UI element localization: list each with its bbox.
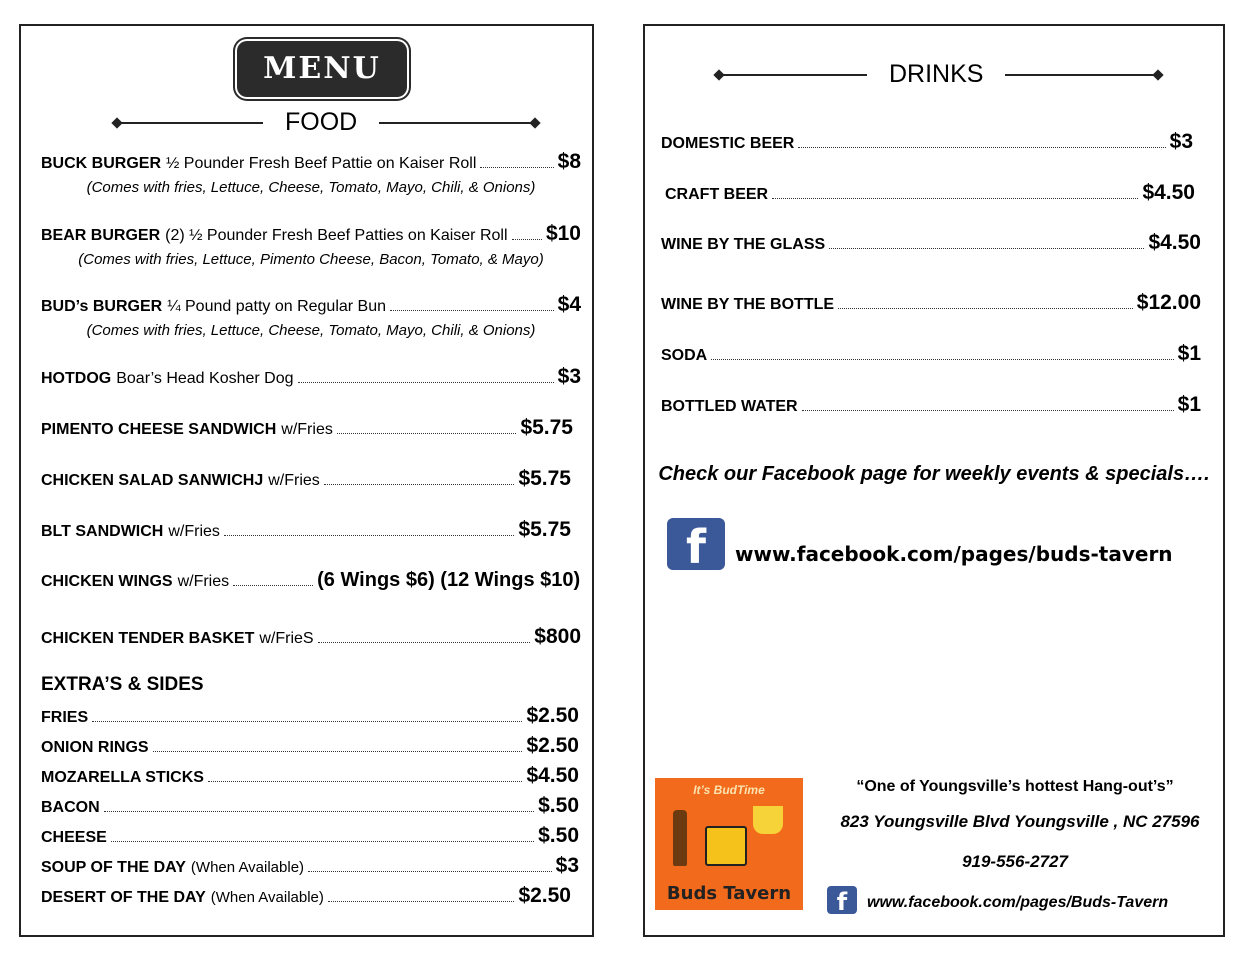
leader-dots (208, 771, 522, 782)
leader-dots (318, 632, 531, 643)
item-desc: w/Fries (168, 523, 220, 540)
item-name: ONION RINGS (41, 739, 149, 756)
item-name: CHEESE (41, 829, 107, 846)
leader-dots (390, 300, 554, 311)
item-name: FRIES (41, 709, 89, 726)
side-item (41, 854, 579, 878)
item-note: (Comes with fries, Lettuce, Cheese, Tomato, Mayo, Chili, & Onions) (86, 322, 536, 339)
drink-item (661, 130, 1193, 154)
item-price: $12.00 (1136, 291, 1201, 314)
food-item-hotdog (41, 365, 581, 389)
item-qualifier: (When Available) (210, 889, 324, 906)
divider-left (115, 122, 263, 124)
item-price: $2.50 (518, 884, 571, 907)
item-name: BACON (41, 799, 100, 816)
item-price: $5.75 (520, 416, 573, 439)
food-item-chicken-salad (41, 467, 571, 491)
item-name: CHICKEN SALAD SANWICHJ (41, 472, 264, 489)
item-price: $5.75 (518, 518, 571, 541)
leader-dots (92, 711, 522, 722)
item-desc: w/FrieS (259, 630, 314, 647)
facebook-icon[interactable]: f (827, 886, 857, 914)
logo-tagline: It’s BudTime (693, 783, 765, 797)
divider-left (717, 74, 867, 76)
item-desc: (2) ½ Pounder Fresh Beef Patties on Kaiser Roll (165, 227, 508, 244)
item-name: CHICKEN TENDER BASKET (41, 630, 255, 647)
divider-right (379, 122, 537, 124)
drinks-menu-panel (643, 24, 1225, 937)
item-price: $10 (545, 222, 581, 245)
extras-title: EXTRA’S & SIDES (41, 674, 204, 695)
leader-dots (480, 157, 553, 168)
leader-dots (298, 372, 554, 383)
side-item (41, 794, 579, 818)
food-heading-row (115, 108, 537, 137)
item-price: $1 (1177, 342, 1201, 365)
item-name: SODA (661, 347, 708, 364)
leader-dots (772, 188, 1138, 199)
item-price: $.50 (538, 794, 579, 817)
item-price: $4.50 (1142, 181, 1195, 204)
leader-dots (104, 801, 534, 812)
drinks-heading: DRINKS (889, 60, 984, 88)
item-name: BLT SANDWICH (41, 523, 164, 540)
beer-mug-icon (705, 826, 747, 866)
leader-dots (337, 423, 517, 434)
item-name: DOMESTIC BEER (661, 135, 795, 152)
item-price: $3 (555, 854, 579, 877)
item-desc: w/Fries (268, 472, 320, 489)
food-item-buck-burger (41, 150, 581, 196)
item-price: $8 (557, 150, 581, 173)
food-menu-panel (19, 24, 594, 937)
item-desc: w/Fries (177, 573, 230, 590)
item-price: $4.50 (526, 764, 579, 787)
side-item (41, 734, 579, 758)
item-desc: Boar’s Head Kosher Dog (116, 370, 294, 387)
item-name: BEAR BURGER (41, 227, 161, 244)
buds-tavern-logo (655, 778, 803, 910)
food-item-buds-burger (41, 293, 581, 339)
beer-bottle-icon (673, 810, 687, 866)
item-name: CHICKEN WINGS (41, 573, 173, 590)
item-price: (6 Wings $6) (12 Wings $10) (317, 569, 581, 591)
leader-dots (324, 474, 515, 485)
side-item (41, 824, 579, 848)
item-name: MOZARELLA STICKS (41, 769, 204, 786)
tavern-quote: “One of Youngsville’s hottest Hang-out’s” (856, 778, 1174, 795)
item-name: WINE BY THE BOTTLE (661, 296, 835, 313)
drink-item (661, 291, 1201, 315)
facebook-link-small[interactable]: www.facebook.com/pages/Buds-Tavern (867, 894, 1169, 911)
leader-dots (512, 229, 542, 240)
leader-dots (798, 137, 1165, 148)
item-price: $4 (557, 293, 581, 316)
item-desc: w/Fries (281, 421, 333, 438)
leader-dots (829, 238, 1144, 249)
cup-icon (753, 806, 783, 834)
side-item (41, 764, 579, 788)
drink-item (665, 181, 1195, 205)
leader-dots (838, 298, 1133, 309)
item-name: PIMENTO CHEESE SANDWICH (41, 421, 277, 438)
item-name: CRAFT BEER (665, 186, 769, 203)
item-note: (Comes with fries, Lettuce, Pimento Cheese, Bacon, Tomato, & Mayo) (78, 251, 544, 268)
logo-brand: Buds Tavern (666, 883, 792, 904)
item-name: BUCK BURGER (41, 155, 161, 172)
item-name: BUD’s BURGER (41, 298, 163, 315)
drink-item (661, 342, 1201, 366)
item-name: SOUP OF THE DAY (41, 859, 186, 876)
leader-dots (802, 400, 1174, 411)
item-note: (Comes with fries, Lettuce, Cheese, Tomato, Mayo, Chili, & Onions) (86, 179, 536, 196)
facebook-link[interactable]: www.facebook.com/pages/buds-tavern (735, 542, 1173, 566)
item-price: $1 (1177, 393, 1201, 416)
food-item-chicken-tender (41, 625, 581, 649)
leader-dots (328, 891, 515, 902)
item-price: $3 (1169, 130, 1193, 153)
item-name: WINE BY THE GLASS (661, 236, 826, 253)
divider-right (1005, 74, 1160, 76)
side-item (41, 704, 579, 728)
leader-dots (711, 349, 1173, 360)
facebook-tagline: Check our Facebook page for weekly events & specials…. (658, 463, 1210, 485)
item-price: $2.50 (526, 734, 579, 757)
side-item (41, 884, 571, 908)
facebook-icon[interactable]: f (667, 518, 725, 570)
food-item-bear-burger (41, 222, 581, 268)
leader-dots (153, 741, 523, 752)
item-price: $.50 (538, 824, 579, 847)
drink-item (661, 231, 1201, 255)
item-price: $4.50 (1148, 231, 1201, 254)
leader-dots (224, 525, 515, 536)
menu-title-badge (237, 41, 407, 97)
item-name: BOTTLED WATER (661, 398, 798, 415)
item-name: DESERT OF THE DAY (41, 889, 206, 906)
item-price: $3 (557, 365, 581, 388)
food-item-blt (41, 518, 571, 542)
leader-dots (308, 861, 552, 872)
item-qualifier: (When Available) (190, 859, 305, 876)
tavern-address: 823 Youngsville Blvd Youngsville , NC 27596 (840, 812, 1200, 831)
tavern-phone: 919-556-2727 (962, 852, 1068, 871)
menu-title: MENU (263, 51, 381, 86)
item-desc: ¼ Pound patty on Regular Bun (167, 298, 387, 315)
leader-dots (233, 575, 313, 586)
item-desc: ½ Pounder Fresh Beef Pattie on Kaiser Roll (166, 155, 477, 172)
leader-dots (111, 831, 534, 842)
food-item-chicken-wings (41, 569, 581, 592)
food-heading: FOOD (285, 108, 358, 136)
item-price: $800 (534, 625, 581, 648)
item-name: HOTDOG (41, 370, 112, 387)
item-price: $5.75 (518, 467, 571, 490)
item-price: $2.50 (526, 704, 579, 727)
food-item-pimento-cheese (41, 416, 573, 440)
drinks-heading-row (717, 60, 1160, 89)
drink-item (661, 393, 1201, 417)
